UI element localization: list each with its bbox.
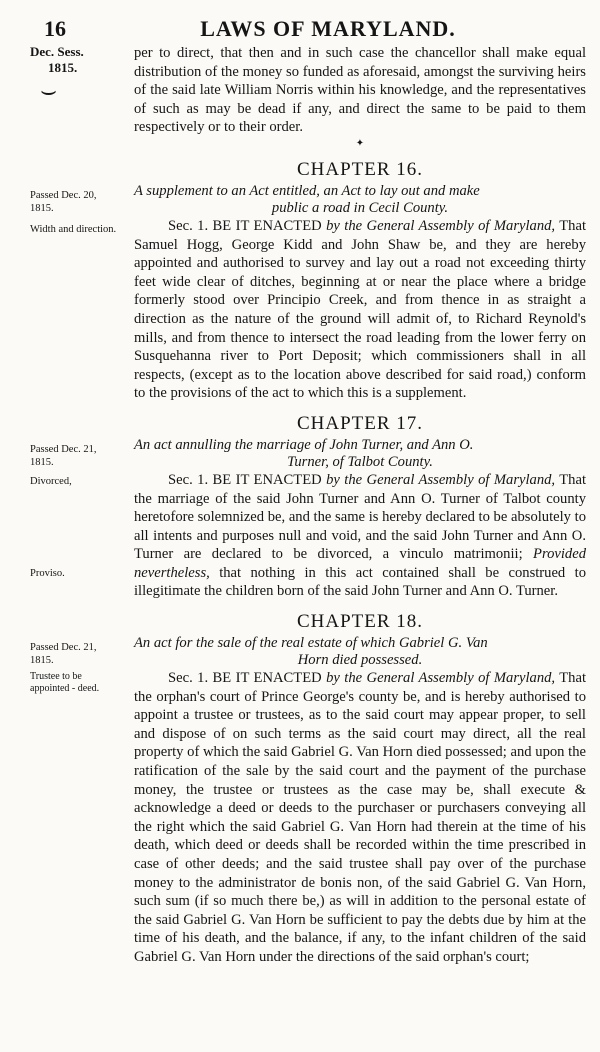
section-label: Sec. 1. BE IT ENACTED [168,670,322,687]
chapter-16-side-note: Width and direction. [30,223,117,235]
section-label: Sec. 1. BE IT ENACTED [168,217,322,234]
chapter-18 [30,611,586,967]
chapter-16 [30,159,586,403]
chapter-17-body [134,471,586,601]
session-label: Dec. Sess. [30,44,84,59]
session-year: 1815. [48,60,78,75]
chapter-16-title [134,183,586,217]
chapter-18-title-cont: Horn died possessed. [297,652,423,669]
session-block [30,44,586,137]
page-header [30,10,586,44]
chapter-17-proviso-note: Proviso. [30,567,65,579]
chapter-18-passed-note: Passed Dec. 21, 1815. [30,642,97,667]
chapter-16-body [134,217,586,403]
chapter-17 [30,413,586,601]
page-number: 16 [44,16,66,41]
chapter-17-passed-note: Passed Dec. 21, 1815. [30,443,97,468]
chapter-18-body [134,669,586,967]
chapter-18-title-line: An act for the sale of the real estate of which Gabriel G. Van [134,635,488,652]
chapter-divider-ornament: ✦ [355,137,365,149]
chapter-17-side-note: Divorced, [30,475,72,487]
proviso-clause: Provided nevertheless, [134,546,586,581]
chapter-17-title-line: An act annulling the marriage of John Turner, and Ann O. [134,436,474,453]
chapter-17-title [134,437,586,471]
running-head: LAWS OF MARYLAND. [200,16,456,41]
chapter-16-passed-note: Passed Dec. 20, 1815. [30,189,97,214]
brace-ornament: ⌣ [40,76,58,105]
section-enacting-clause: by the General Assembly of Maryland, [326,217,556,234]
chapter-18-title [134,635,586,669]
section-enacting-clause: by the General Assembly of Maryland, [326,471,556,488]
chapter-18-side-note: Trustee to be appointed - deed. [30,671,100,695]
proviso-text: that nothing in this act contained shall be construed to illegitimate the children born of the said John Turner and Ann O. Turner. [134,564,586,600]
session-paragraph: per to direct, that then and in such case the chancellor shall make equal distribution of the money so funded as aforesaid, amongst the surviving heirs of the said late William Norris within his knowledge, and the representatives of such as may be dead if any, and direct the same to be paid to them respectively or to their order. [134,45,586,136]
chapter-16-heading: CHAPTER 16. [296,158,424,180]
session-margin-note [30,44,122,76]
chapter-17-heading: CHAPTER 17. [296,412,424,434]
section-text: That the orphan's court of Prince George's county be, and is hereby authorised to appoint a trustee or trustees, as to the said court may appear proper, to sell and dispose of on such terms as the said court may direct, all the real property of which the said Gabriel G. Van Horn died possessed; and upon the ratification of the sale by the said court and the payment of the purchase money, the trustee or trustees as the case may be, shall execute & acknowledge a deed or deeds to the purchaser or purchasers conveying all the right which the said Gabriel G. Van Horn had therein at the time of his death, which deed or deeds shall be recorded within the time prescribed in case of other deeds; and the said trustee shall pay over of the purchase money to the administrator de bonis non, of the said Gabriel G. Van Horn, such sum (if so much there be,) as will in addition to the personal estate of the said Gabriel G. Van Horn be sufficient to pay the debts due by him at the time of his death, and the balance, if any, to the infant children of the said Gabriel G. Van Horn under the directions of the said orphan's court; [134,670,587,965]
section-text: That Samuel Hogg, George Kidd and John Shaw be, and they are hereby appointed and authorised to survey and lay out a road not exceeding thirty feet wide clear of ditches, beginning at or near the place where a bridge formerly stood over Principio Creek, and from thence in as straight a direction as the nature of the ground will admit of, to Richard Reynold's mills, and from thence to intersect the road leading from the lower ferry on Susquehanna river to Port Deposit; which commissioners shall in all respects, (except as to the location above described for said road,) conform to the provisions of the act to which this is a supplement. [134,217,587,402]
section-text: That the marriage of the said John Turner and Ann O. Turner of Talbot county heretofore solemnized be, and the same is hereby declared to be absolutely to all intents and purposes null and void, and the said John Turner and Ann O. Turner are declared to be divorced, a vinculo matrimonii; [134,471,587,563]
chapter-16-section-1 [134,217,586,403]
chapter-16-title-cont: public a road in Cecil County. [271,199,449,216]
chapter-18-heading: CHAPTER 18. [296,611,424,633]
chapter-17-title-cont: Turner, of Talbot County. [287,453,433,470]
chapter-18-section-1 [134,669,586,967]
section-enacting-clause: by the General Assembly of Maryland, [326,670,556,687]
section-label: Sec. 1. BE IT ENACTED [168,471,322,488]
chapter-17-section-1 [134,471,586,601]
chapter-16-title-line: A supplement to an Act entitled, an Act to lay out and make [134,182,480,199]
session-text-block [134,44,586,137]
